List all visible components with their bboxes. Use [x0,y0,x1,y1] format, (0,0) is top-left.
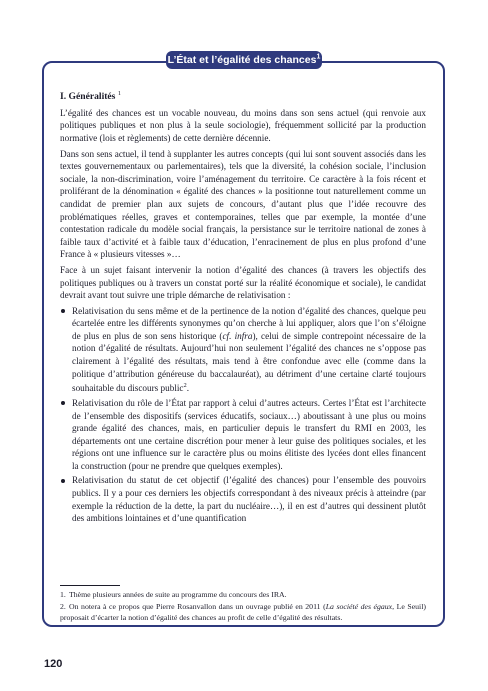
footnotes [60,590,426,624]
book-title: La société des égaux [325,601,393,611]
paragraph-1: L’égalité des chances est un vocable nouveau, du moins dans son sens actuel (qui renvoie aux politiques publiques et non plus à la seule sociologie), fréquemment sollicité par la production normative (lois et règlements) de cette dernière décennie. [60,107,426,143]
main-text [60,88,426,527]
footnote-ref-2: 2 [183,382,187,390]
paragraph-3: Face à un sujet faisant intervenir la notion d’égalité des chances (à travers les objectifs des politiques publiques ou à travers un constat porté sur la réalité économique et sociale), le candidat devrait avant tout suivre une triple démarche de relativisation : [60,264,426,301]
footnote-2: 2. On notera à ce propos que Pierre Rosanvallon dans un ouvrage publié en 2011 (La société des égaux, Le Seuil) proposait d’écarter la notion d’égalité des chances au profit de celle d’égalité des résultats. [60,601,426,622]
section-heading-note: 1 [117,90,122,97]
footnote-1: 1. Thème plusieurs années de suite au programme du concours des IRA. [60,590,287,599]
section-heading [60,88,426,104]
page-number: 120 [44,658,63,670]
section-heading-text: I. Généralités [60,91,116,103]
footnote-divider [60,585,120,586]
list-item-3: Relativisation du statut de cet objectif (l’égalité des chances) pour l’ensemble des pouvoirs publics. Il y a pour ces derniers les objectifs correspondant à des niveaux précis à atteindre (par exemple la réduction de la dette, la part du nucléaire…), il en est d’autres qui dessinent plutôt des ambitions lointaines et d’une quantification [72,475,426,524]
list-item-1: Relativisation du sens même et de la pertinence de la notion d’égalité des chances, quelque peu écartelée entre les différents synonymes qu’on cherche à lui appliquer, alors que l’on s’éloigne de plus en plus de son sens historique (cf. infra), celui de simple contrepoint nécessaire de la notion d’égalité de résultats. Aujourd’hui non seulement l’égalité des chances ne s’oppose pas clairement à l’égalité des résultats, mais tend à être confondue avec elle (comme dans la politique d’attribution généreuse du baccalauréat), au détriment d’une certaine clarté toujours souhaitable du discours public$^2$. [72,305,426,394]
list-item-2: Relativisation du rôle de l’État par rapport à celui d’autres acteurs. Certes l’État est l’architecte de l’ensemble des dispositifs (services éducatifs, sociaux…) aboutissant à une plus ou moins grande égalité des chances, mais, en particulier depuis le transfert du RMI en 2003, les départements ont une certaine discrétion pour mener à leur guise des politiques sociales, et les régions ont une influence sur le caractère plus ou moins élitiste des lycées dont elles financent la construction (pour ne prendre que quelques exemples). [72,397,426,471]
paragraph-2: Dans son sens actuel, il tend à supplanter les autres concepts (qui lui sont souvent associés dans les textes gouvernementaux ou parlementaires), tels que la diversité, la cohésion sociale, l’inclusion sociale, la non-discrimination, voire l’aménagement du territoire. Ce caractère à la fois récent et proliférant de la dénomination « égalité des chances » la positionne tout naturellement comme un candidat de premier plan aux sujets de concours, d’autant plus que l’idée recouvre des problématiques réelles, graves et contemporaines, telles que par exemple, la montée d’une contestation radicale du modèle social français, la persistance sur le territoire national de zones à faible taux d’activité et à faible taux d’éducation, l’enracinement de plus en plus profond d’une France à « plusieurs vitesses »… [60,148,426,260]
box-title-text: L’État et l’égalité des chances [167,54,317,66]
relativisation-list [60,305,426,525]
box-title [166,51,322,69]
citation-italic: cf. infra [222,330,253,341]
box-title-note: 1 [316,53,321,61]
